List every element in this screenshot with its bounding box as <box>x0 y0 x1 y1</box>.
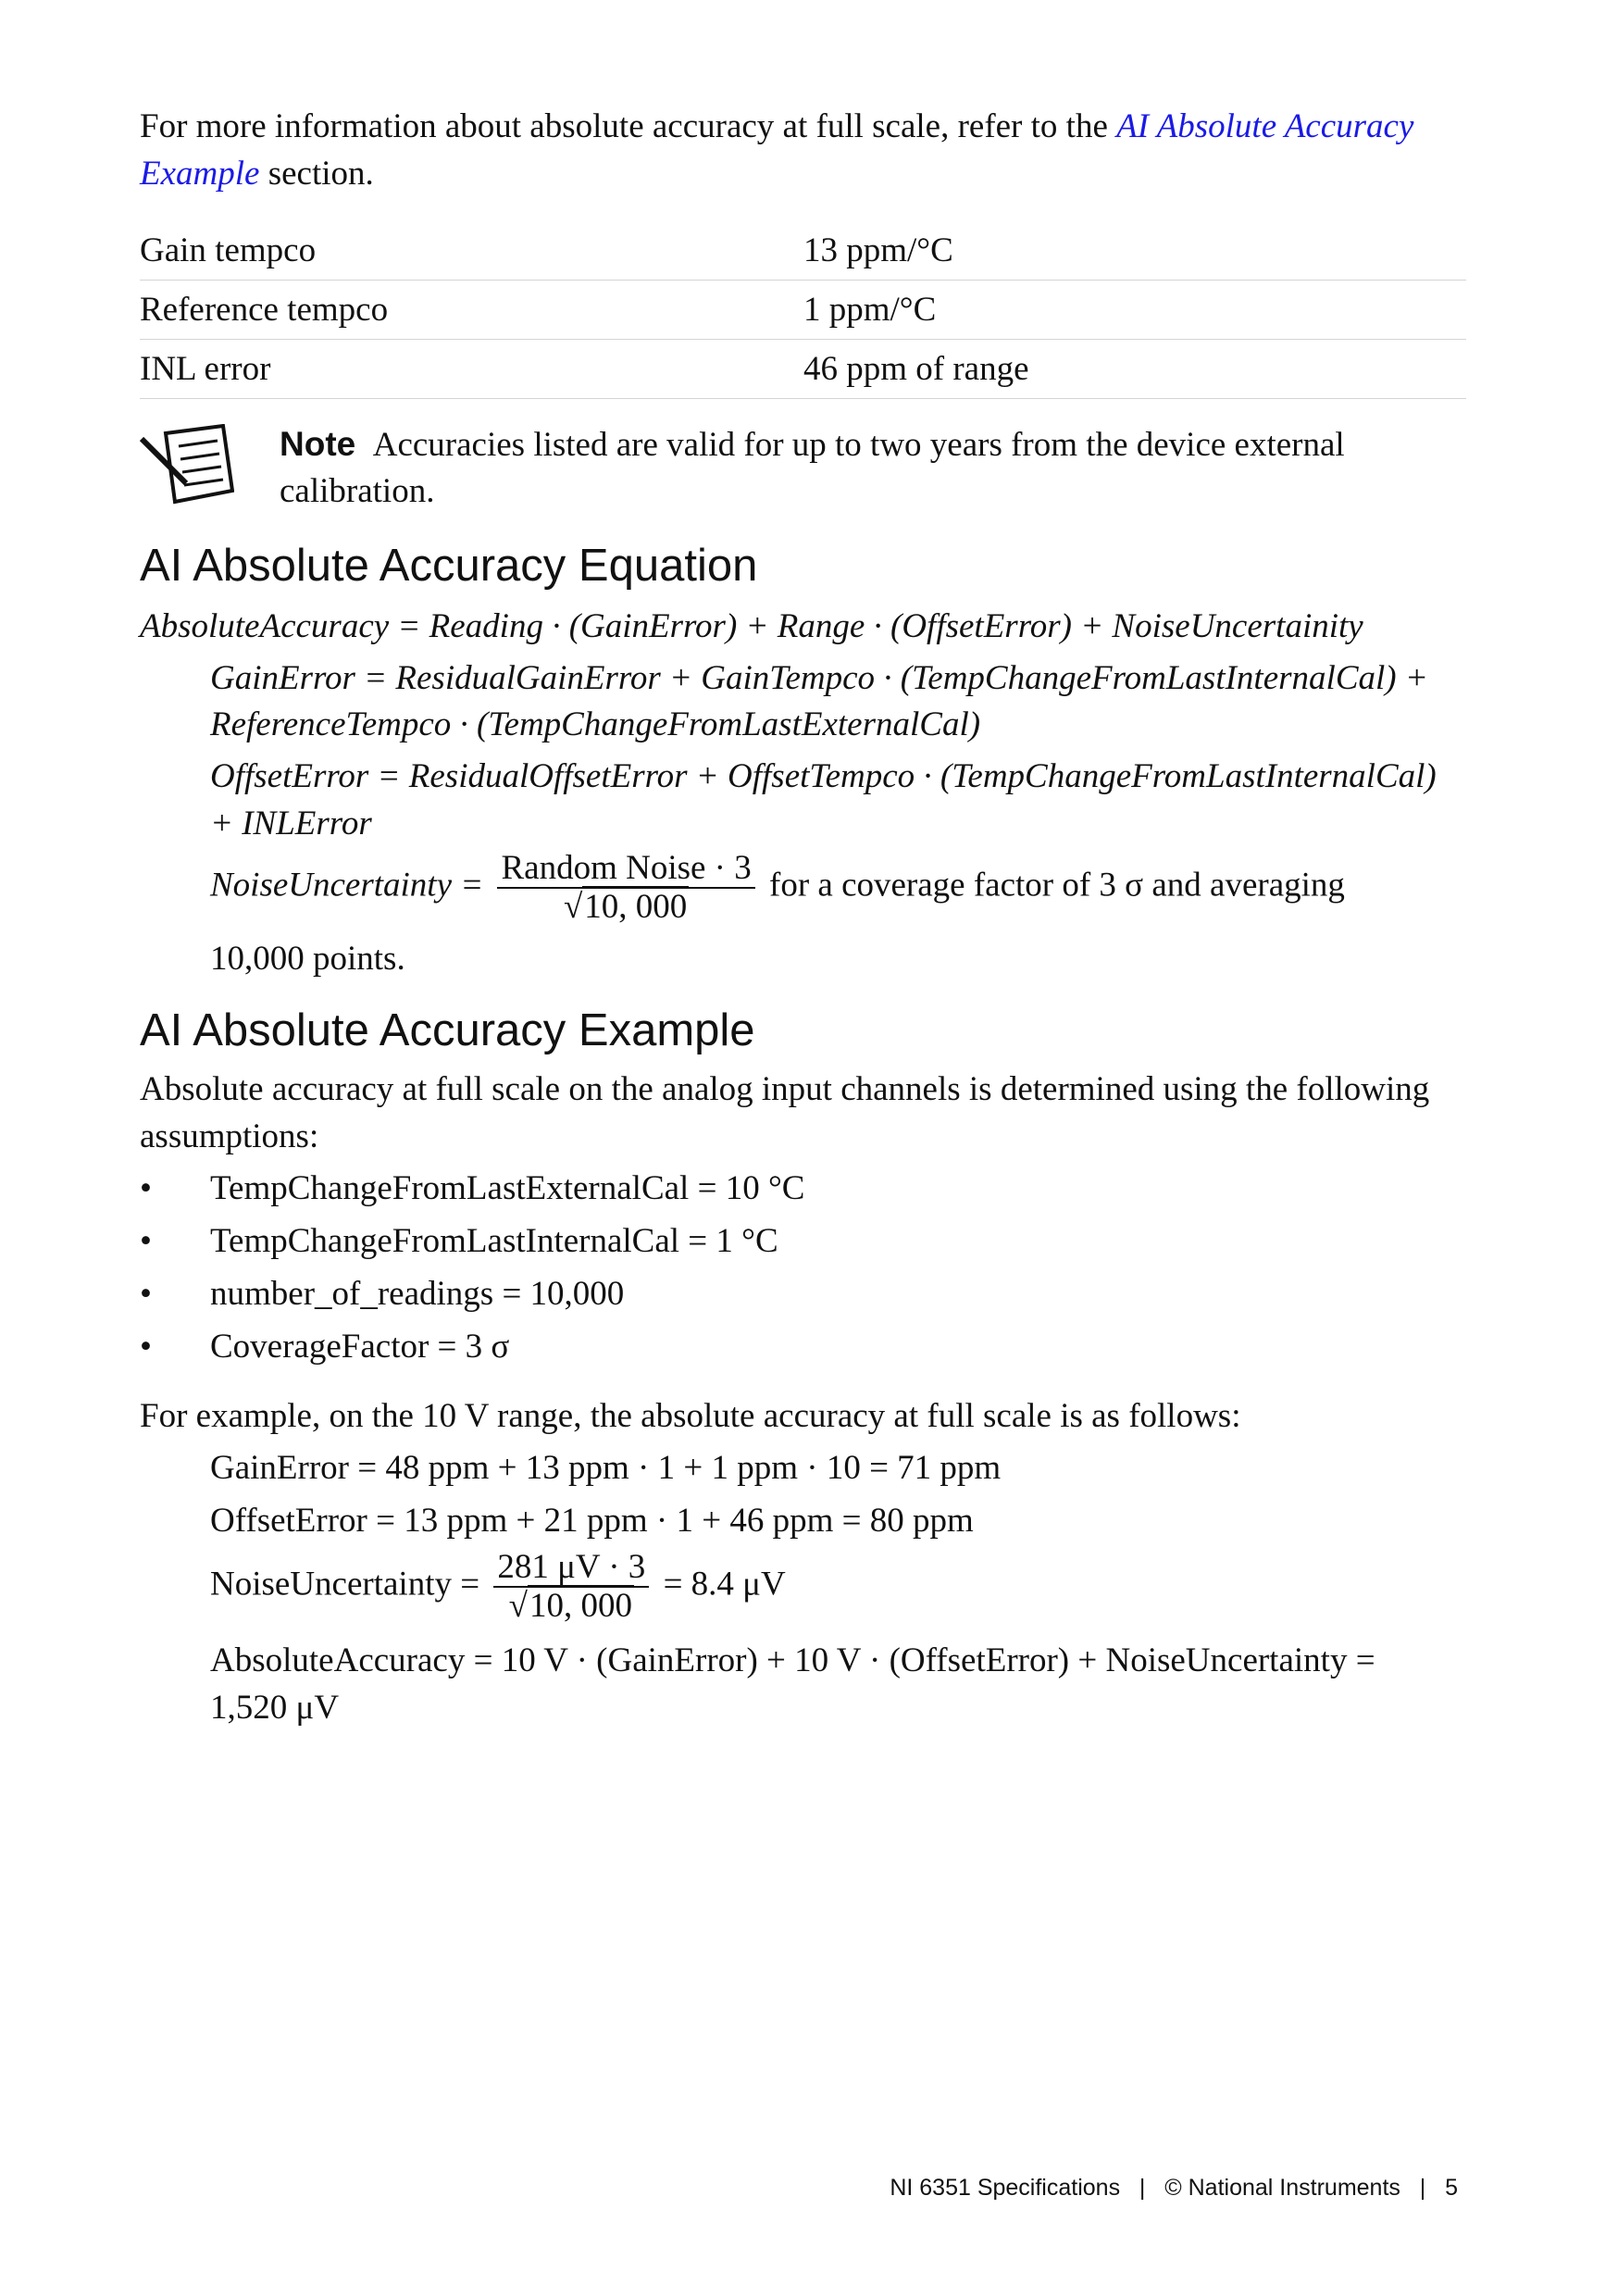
example-noise-uncertainty: NoiseUncertainty = $\frac{281 \mu V \cdot 3}{√10, 000}$ = 8.4 μV <box>210 1548 786 1625</box>
intro-line-2: Example section. <box>140 155 374 193</box>
example-absolute-accuracy: AbsoluteAccuracy = 10 V · (GainError) + 10 V · (OffsetError) + NoiseUncertainty = <box>210 1641 1375 1679</box>
link-ai-absolute-accuracy-example[interactable]: AI Absolute Accuracy <box>1116 107 1414 145</box>
equation-offset-error: OffsetError = ResidualOffsetError + OffsetTempco · (TempChangeFromLastInternalCal) <box>210 757 1437 795</box>
example-para-1: Absolute accuracy at full scale on the analog input channels is determined using the following <box>140 1070 1430 1108</box>
table-row: Reference tempco 1 ppm/°C <box>140 280 1466 340</box>
equation-gain-error: GainError = ResidualGainError + GainTempco · (TempChangeFromLastInternalCal) + <box>210 659 1428 697</box>
heading-equation: AI Absolute Accuracy Equation <box>140 541 758 591</box>
example-absolute-accuracy-result: 1,520 μV <box>210 1689 340 1727</box>
page-footer: NI 6351 Specifications | © National Instruments | 5 <box>890 2175 1458 2201</box>
equation-absolute-accuracy: AbsoluteAccuracy = Reading · (GainError) + Range · (OffsetError) + NoiseUncertainity <box>140 607 1363 645</box>
equation-gain-error-cont: ReferenceTempco · (TempChangeFromLastExternalCal) <box>210 705 981 743</box>
page-number: 5 <box>1445 2175 1458 2201</box>
note-line-1: Note Accuracies listed are valid for up to two years from the device external <box>280 425 1345 464</box>
example-para-2: assumptions: <box>140 1117 319 1155</box>
equation-offset-error-cont: + INLError <box>210 805 372 842</box>
table-row: INL error 46 ppm of range <box>140 339 1466 399</box>
table-row: Gain tempco 13 ppm/°C <box>140 220 1466 281</box>
example-intro: For example, on the 10 V range, the absolute accuracy at full scale is as follows: <box>140 1397 1241 1435</box>
intro-line-1: For more information about absolute accuracy at full scale, refer to the AI Absolute Accuracy <box>140 107 1414 145</box>
equation-noise-uncertainty: NoiseUncertainty = $\frac{\text{Random Noise · 3}}{√10, 000}$ for a coverage factor of 3 σ and averaging <box>210 849 1345 926</box>
fraction: $\frac{\text{Random Noise · 3}}{√10, 000}$ <box>497 850 754 926</box>
list-item: • TempChangeFromLastExternalCal = 10 °C <box>140 1169 805 1207</box>
example-gain-error: GainError = 48 ppm + 13 ppm · 1 + 1 ppm · 10 = 71 ppm <box>210 1449 1002 1487</box>
example-offset-error: OffsetError = 13 ppm + 21 ppm · 1 + 46 ppm = 80 ppm <box>210 1502 974 1540</box>
list-item: • number_of_readings = 10,000 <box>140 1275 625 1313</box>
list-item: • TempChangeFromLastInternalCal = 1 °C <box>140 1222 778 1260</box>
note-pencil-icon <box>140 424 234 505</box>
list-item: • CoverageFactor = 3 σ <box>140 1328 510 1366</box>
noise-tail: 10,000 points. <box>210 940 405 978</box>
note-label: Note <box>280 425 356 463</box>
fraction: $\frac{281 \mu V \cdot 3}{√10, 000}$ <box>493 1549 649 1625</box>
heading-example: AI Absolute Accuracy Example <box>140 1005 755 1055</box>
note-line-2: calibration. <box>280 472 435 510</box>
link-ai-absolute-accuracy-example-cont[interactable]: Example <box>140 155 260 193</box>
